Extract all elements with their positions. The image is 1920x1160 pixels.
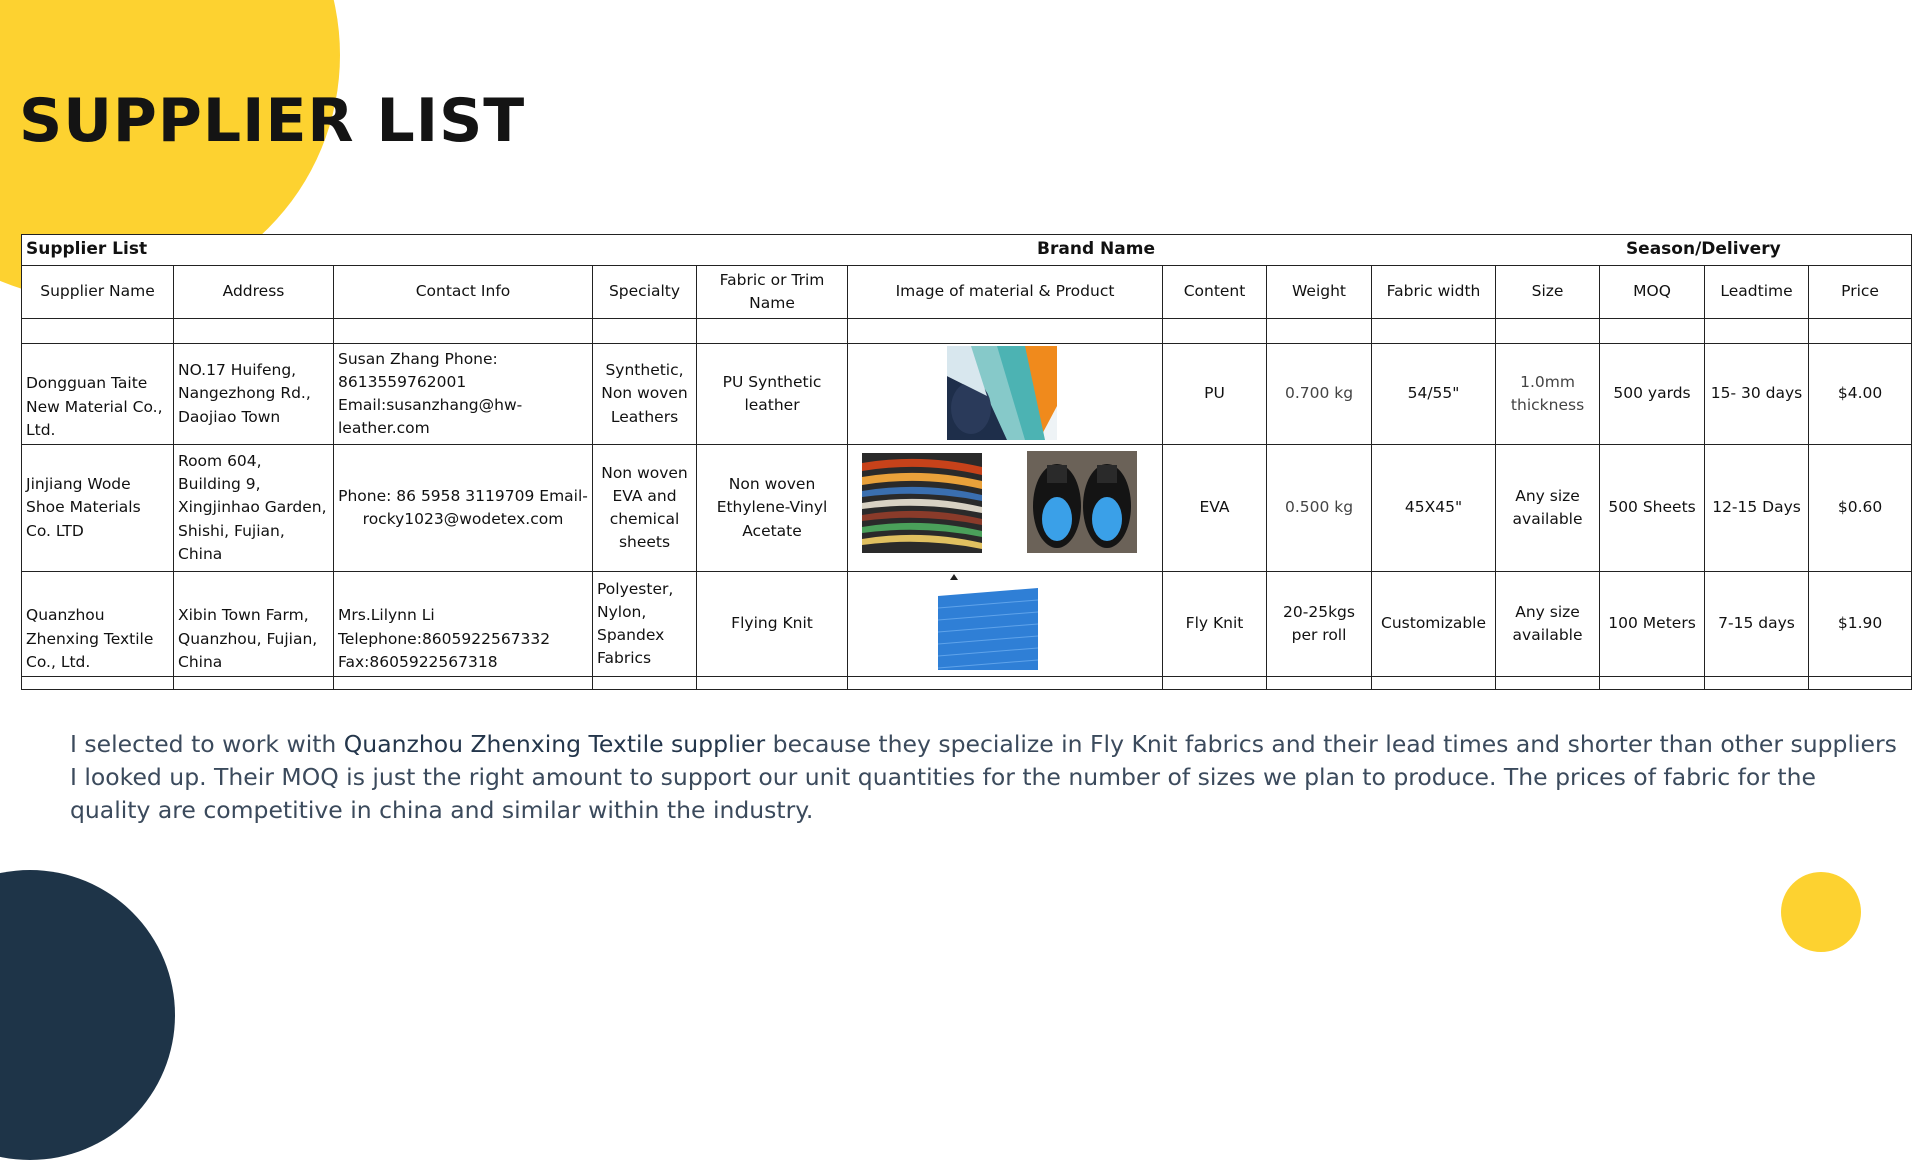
decorative-navy-circle-bottom xyxy=(0,870,175,1160)
size-cell: 1.0mm thickness xyxy=(1496,344,1600,445)
size-cell: Any size available xyxy=(1496,572,1600,677)
header-fabric-width: Fabric width xyxy=(1372,266,1496,319)
price-cell: $0.60 xyxy=(1809,445,1912,572)
note-text-start: I selected to work with xyxy=(70,730,344,758)
leadtime-cell: 12-15 Days xyxy=(1705,445,1809,572)
page-title: SUPPLIER LIST xyxy=(19,86,526,156)
contact-cell: Mrs.Lilynn Li Telephone:8605922567332 Fax:8605922567318 xyxy=(334,572,593,677)
address-cell: NO.17 Huifeng, Nangezhong Rd., Daojiao Town xyxy=(174,344,334,445)
moq-cell: 500 Sheets xyxy=(1600,445,1705,572)
weight-cell: 20-25kgs per roll xyxy=(1267,572,1372,677)
eva-shoe-product-image xyxy=(1027,451,1137,553)
fabric-name-cell: Non woven Ethylene-Vinyl Acetate xyxy=(697,445,848,572)
fabric-width-cell: 45X45" xyxy=(1372,445,1496,572)
weight-cell: 0.700 kg xyxy=(1267,344,1372,445)
note-text-end: because they specialize in Fly Knit fabrics and their lead times and shorter than other suppliers I looked up. Their MOQ is just the right amount to support our unit quantities for the number of sizes we plan to produce. The prices of fabric for the quality are competitive in china and similar within the industry. xyxy=(70,730,1897,824)
price-cell: $1.90 xyxy=(1809,572,1912,677)
price-cell: $4.00 xyxy=(1809,344,1912,445)
header-weight: Weight xyxy=(1267,266,1372,319)
material-image-cell xyxy=(848,445,1163,572)
table-row xyxy=(22,344,1912,445)
contact-cell: Susan Zhang Phone: 8613559762001 Email:susanzhang@hw-leather.com xyxy=(334,344,593,445)
leadtime-cell: 7-15 days xyxy=(1705,572,1809,677)
decorative-yellow-dot-bottom-right xyxy=(1781,872,1861,952)
eva-sheets-image xyxy=(862,453,982,553)
header-contact-info: Contact Info xyxy=(334,266,593,319)
material-image-cell xyxy=(848,572,1163,677)
specialty-cell: Polyester, Nylon, Spandex Fabrics xyxy=(593,572,697,677)
content-cell: EVA xyxy=(1163,445,1267,572)
supplier-table xyxy=(21,234,1912,690)
fabric-width-cell: 54/55" xyxy=(1372,344,1496,445)
supplier-name-cell: Quanzhou Zhenxing Textile Co., Ltd. xyxy=(22,572,174,677)
specialty-cell: Non woven EVA and chemical sheets xyxy=(593,445,697,572)
header-price: Price xyxy=(1809,266,1912,319)
banner-supplier-list: Supplier List xyxy=(22,235,697,266)
content-cell: Fly Knit xyxy=(1163,572,1267,677)
header-leadtime: Leadtime xyxy=(1705,266,1809,319)
header-content: Content xyxy=(1163,266,1267,319)
contact-cell: Phone: 86 5958 3119709 Email-rocky1023@wodetex.com xyxy=(334,445,593,572)
note-highlight-supplier: Quanzhou Zhenxing Textile supplier xyxy=(343,730,766,758)
pu-leather-rolls-image xyxy=(947,346,1057,440)
header-fabric-name: Fabric or Trim Name xyxy=(697,266,848,319)
fly-knit-fabric-image xyxy=(938,574,1038,670)
fabric-name-cell: Flying Knit xyxy=(697,572,848,677)
size-cell: Any size available xyxy=(1496,445,1600,572)
address-cell: Room 604, Building 9, Xingjinhao Garden, Shishi, Fujian, China xyxy=(174,445,334,572)
leadtime-cell: 15- 30 days xyxy=(1705,344,1809,445)
header-specialty: Specialty xyxy=(593,266,697,319)
fabric-name-cell: PU Synthetic leather xyxy=(697,344,848,445)
weight-cell: 0.500 kg xyxy=(1267,445,1372,572)
header-image: Image of material & Product xyxy=(848,266,1163,319)
supplier-name-cell: Jinjiang Wode Shoe Materials Co. LTD xyxy=(22,445,174,572)
specialty-cell: Synthetic, Non woven Leathers xyxy=(593,344,697,445)
banner-row xyxy=(22,235,1912,266)
header-address: Address xyxy=(174,266,334,319)
tail-row xyxy=(22,677,1912,690)
material-image-cell xyxy=(848,344,1163,445)
content-cell: PU xyxy=(1163,344,1267,445)
table-row xyxy=(22,572,1912,677)
header-supplier-name: Supplier Name xyxy=(22,266,174,319)
header-row xyxy=(22,266,1912,319)
header-moq: MOQ xyxy=(1600,266,1705,319)
address-cell: Xibin Town Farm, Quanzhou, Fujian, China xyxy=(174,572,334,677)
header-size: Size xyxy=(1496,266,1600,319)
fabric-width-cell: Customizable xyxy=(1372,572,1496,677)
supplier-name-cell: Dongguan Taite New Material Co., Ltd. xyxy=(22,344,174,445)
banner-brand-name: Brand Name xyxy=(697,235,1496,266)
supplier-table-image xyxy=(21,234,1911,677)
moq-cell: 100 Meters xyxy=(1600,572,1705,677)
moq-cell: 500 yards xyxy=(1600,344,1705,445)
banner-season-delivery: Season/Delivery xyxy=(1496,235,1912,266)
table-row xyxy=(22,445,1912,572)
spacer-row xyxy=(22,319,1912,344)
supplier-rationale-paragraph xyxy=(70,728,1900,827)
